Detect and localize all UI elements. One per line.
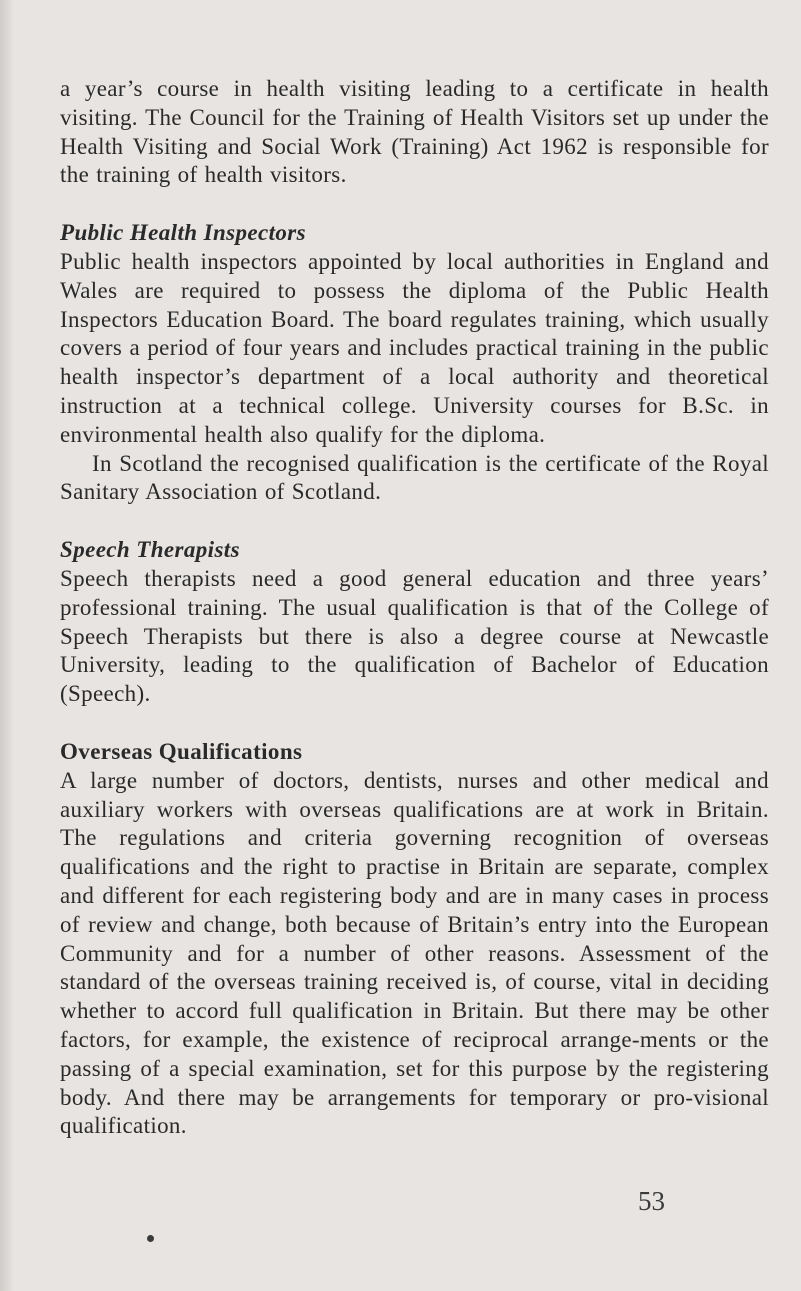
section-heading-public-health-inspectors: Public Health Inspectors [60, 220, 307, 246]
section-spacer [60, 507, 769, 536]
page-edge-shadow [0, 0, 14, 1291]
public-health-inspectors-paragraph-2: In Scotland the recognised qualification is the certificate of the Royal Sanitary Association of Scotland. [60, 450, 769, 505]
opening-paragraph: a year’s course in health visiting leading to a certificate in health visiting. The Council for the Training of Health Visitors set up under the Health Visiting and Social Work (Training) Act 1962 is responsible for the training of health visitors. [60, 76, 769, 188]
section-heading-speech-therapists: Speech Therapists [60, 537, 240, 563]
speech-therapists-paragraph: Speech therapists need a good general education and three years’ professional training. The usual qualification is that of the College of Speech Therapists but there is also a degree course at Newcastle University, leading to the qualification of Bachelor of Education (Speech). [60, 565, 769, 707]
ink-speck [147, 1235, 154, 1242]
overseas-qualifications-paragraph: A large number of doctors, dentists, nurses and other medical and auxiliary workers with overseas qualifications are at work in Britain. The regulations and criteria governing recognition of overseas qualifications and the right to practise in Britain are separate, complex and different for each registering body and are in many cases in process of review and change, both because of Britain’s entry into the European Community and for a number of other reasons. Assessment of the standard of the overseas training received is, of course, vital in deciding whether to accord full qualification in Britain. But there may be other factors, for example, the existence of reciprocal arrange-ments or the passing of a special examination, set for this purpose by the registering body. And there may be arrangements for temporary or pro-visional qualification. [60, 767, 769, 1139]
section-heading-overseas-qualifications: Overseas Qualifications [60, 738, 303, 764]
document-page [60, 75, 769, 1141]
section-spacer [60, 709, 769, 738]
page-number: 53 [638, 1186, 665, 1216]
section-spacer [60, 190, 769, 219]
public-health-inspectors-paragraph-1: Public health inspectors appointed by local authorities in England and Wales are required to possess the diploma of the Public Health Inspectors Education Board. The board regulates training, which usually covers a period of four years and includes practical training in the public health inspector’s department of a local authority and theoretical instruction at a technical college. University courses for B.Sc. in environmental health also qualify for the diploma. [60, 248, 769, 447]
